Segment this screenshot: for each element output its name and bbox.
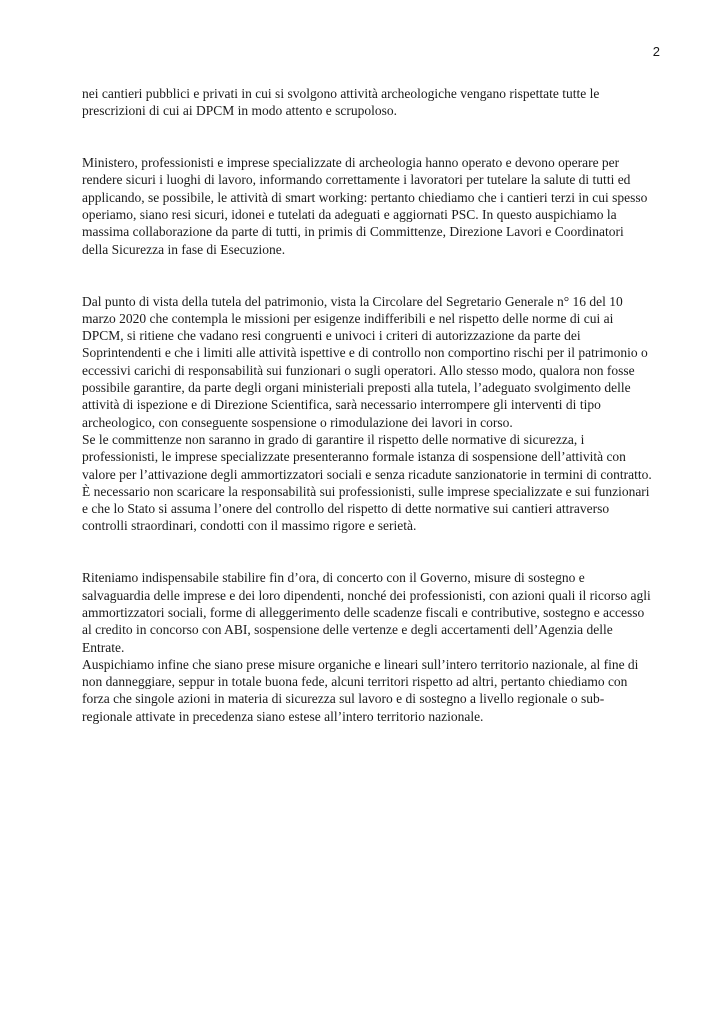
paragraph-spacer bbox=[82, 120, 652, 137]
paragraph-spacer bbox=[82, 275, 652, 292]
paragraph: nei cantieri pubblici e privati in cui si svolgono attività archeologiche vengano rispettate tutte le prescrizioni di cui ai DPCM in modo attento e scrupoloso. bbox=[82, 86, 600, 119]
paragraph: Auspichiamo infine che siano prese misure organiche e lineari sull’intero territorio nazionale, al fine di non danneggiare, seppur in totale buona fede, alcuni territori rispetto ad altri, pertanto chiediamo con forza che singole azioni in materia di sicurezza sul lavoro e di sostegno a livello regionale o sub-regionale attivate in precedenza siano estese all’intero territorio nazionale. bbox=[82, 656, 639, 724]
document-body bbox=[82, 85, 652, 725]
paragraph-spacer bbox=[82, 137, 652, 154]
page-number: 2 bbox=[652, 44, 660, 59]
paragraph: Ministero, professionisti e imprese specializzate di archeologia hanno operato e devono operare per rendere sicuri i luoghi di lavoro, informando correttamente i lavoratori per tutelare la salute di tutti ed applicando, se possibile, le attività di smart working: pertanto chiediamo che i cantieri terzi in cui spesso operiamo, siano resi sicuri, idonei e tutelati da adeguati e aggiornati PSC. In questo auspichiamo la massima collaborazione da parte di tutti, in primis di Committenze, Direzione Lavori e Coordinatori della Sicurezza in fase di Esecuzione. bbox=[82, 155, 648, 257]
paragraph: Riteniamo indispensabile stabilire fin d’ora, di concerto con il Governo, misure di sostegno e salvaguardia delle imprese e dei loro dipendenti, nonché dei professionisti, con azioni quali il ricorso agli ammortizzatori sociali, forme di alleggerimento delle scadenze fiscali e contributive, sostegno e accesso al credito in concorso con ABI, sospensione delle vertenze e degli accertamenti dell’Agenzia delle Entrate. bbox=[82, 570, 651, 655]
paragraph-spacer bbox=[82, 258, 652, 275]
paragraph-spacer bbox=[82, 552, 652, 569]
paragraph: Dal punto di vista della tutela del patrimonio, vista la Circolare del Segretario Generale n° 16 del 10 marzo 2020 che contempla le missioni per esigenze indifferibili e nel rispetto delle norme di cui ai DPCM, si ritiene che vadano resi congruenti e univoci i criteri di autorizzazione da parte dei Soprintendenti e che i limiti alle attività ispettive e di controllo non comportino rischi per il patrimonio o eccessivi carichi di responsabilità sui funzionari o sugli operatori. Allo stesso modo, qualora non fosse possibile garantire, da parte degli organi ministeriali preposti alla tutela, l’adeguato svolgimento delle attività di ispezione e di Direzione Scientifica, sarà necessario interrompere gli interventi di tipo archeologico, con conseguente sospensione o rimodulazione dei lavori in corso. bbox=[82, 293, 648, 430]
paragraph: Se le committenze non saranno in grado di garantire il rispetto delle normative di sicurezza, i professionisti, le imprese specializzate presenteranno formale istanza di sospensione dell’attività con valore per l’attivazione degli ammortizzatori sociali e senza ricadute sanzionatorie in termini di contratto. È necessario non scaricare la responsabilità sui professionisti, sulle imprese specializzate e sui funzionari e che lo Stato si assuma l’onere del controllo del rispetto di dette normative sui cantieri attraverso controlli straordinari, condotti con il massimo rigore e serietà. bbox=[82, 431, 652, 534]
paragraph-spacer bbox=[82, 535, 652, 552]
